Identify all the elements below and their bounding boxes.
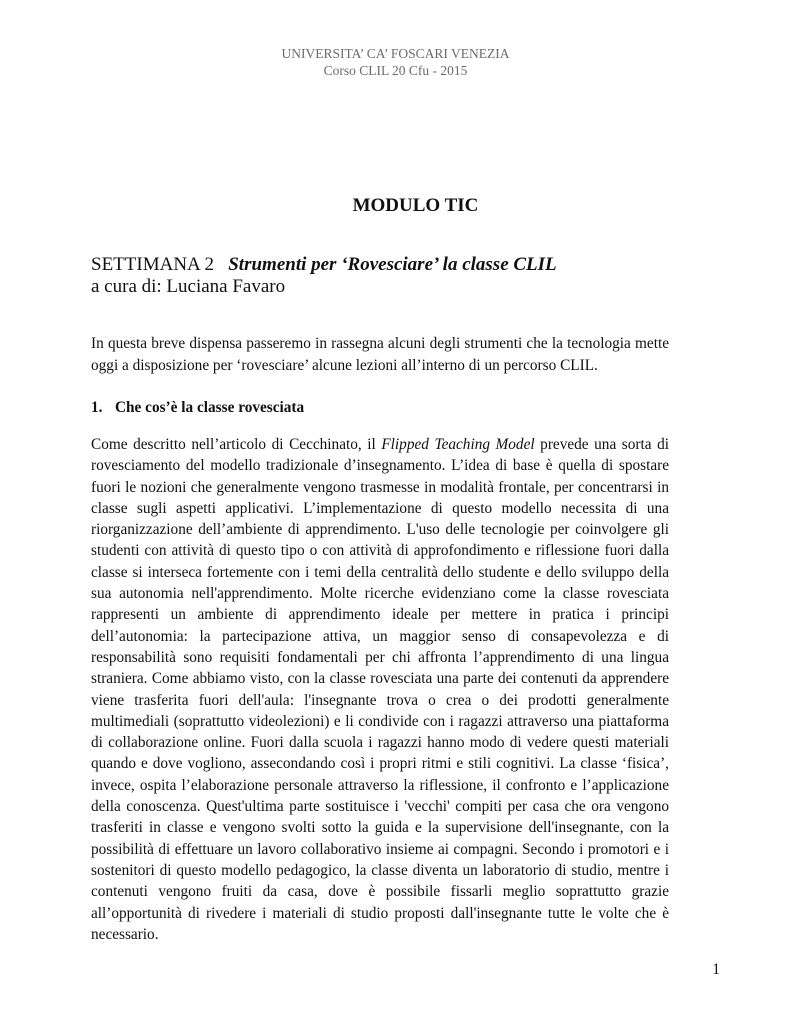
body-text-part2: prevede una sorta di rovesciamento del modello tradizionale d’insegnamento. L’idea di base è quella di spostare fuori le nozioni che generalmente vengono trasmesse in modalità frontale, per concentrarsi in classe sugli aspetti applicativi. L’implementazione di questo modello necessita di una riorganizzazione dell’ambiente di apprendimento. L'uso delle tecnologie per coinvolgere gli studenti con attività di questo tipo o con attività di approfondimento e riflessione fuori dalla classe si interseca fortemente con i temi della centralità dello studente e dello sviluppo della sua autonomia nell'apprendimento. Molte ricerche evidenziano come la classe rovesciata rappresenti un ambiente di apprendimento ideale per mettere in pratica i principi dell’autonomia: la partecipazione attiva, un maggior senso di consapevolezza e di responsabilità sono requisiti fondamentali per chi affronta l’apprendimento di una lingua straniera. Come abbiamo visto, con la classe rovesciata una parte dei contenuti da apprendere viene trasferita fuori dell'aula: l'insegnante trova o crea o dei prodotti generalmente multimediali (soprattutto videolezioni) e li condivide con i ragazzi attraverso una piattaforma di collaborazione online. Fuori dalla scuola i ragazzi hanno modo di vedere questi materiali quando e dove vogliono, assecondando così i propri ritmi e stili cognitivi. La classe ‘fisica’, invece, ospita l’elaborazione personale attraverso la riflessione, il confronto e l’applicazione della conoscenza. Quest'ultima parte sostituisce i 'vecchi' compiti per casa che ora vengono trasferiti in classe e vengono svolti sotto la guida e la supervisione dell'insegnante, con la possibilità di effettuare un lavoro collaborativo insieme ai compagni. Secondo i promotori e i sostenitori di questo modello pedagogico, la classe diventa un laboratorio di studio, mentre i contenuti vengono fruiti da casa, dove è possibile fissarli meglio soprattutto grazie all’opportunità di rivedere i materiali di studio proposti dall'insegnante tutte le volte che è necessario.: [91, 436, 669, 943]
section-title: Che cos’è la classe rovesciata: [115, 399, 305, 416]
header-university: UNIVERSITA’ CA’ FOSCARI VENEZIA: [281, 46, 510, 61]
module-title: MODULO TIC: [352, 195, 479, 216]
week-label: SETTIMANA 2: [91, 254, 214, 275]
page-number: 1: [712, 961, 720, 978]
body-paragraph: [91, 434, 669, 945]
author-line: a cura di: Luciana Favaro: [91, 276, 286, 297]
body-text-italic: Flipped Teaching Model: [381, 436, 535, 453]
page-header: [0, 45, 791, 79]
intro-paragraph: In questa breve dispensa passeremo in rassegna alcuni degli strumenti che la tecnologia mette oggi a disposizione per ‘rovesciare’ alcune lezioni all’interno di un percorso CLIL.: [91, 335, 669, 374]
header-course: Corso CLIL 20 Cfu - 2015: [323, 63, 468, 78]
section-number: 1.: [91, 399, 103, 416]
body-text-part1: Come descritto nell’articolo di Cecchinato, il: [91, 436, 382, 453]
section-heading: [91, 397, 304, 418]
week-title: Strumenti per ‘Rovesciare’ la classe CLIL: [228, 254, 557, 275]
week-heading: [91, 254, 557, 276]
